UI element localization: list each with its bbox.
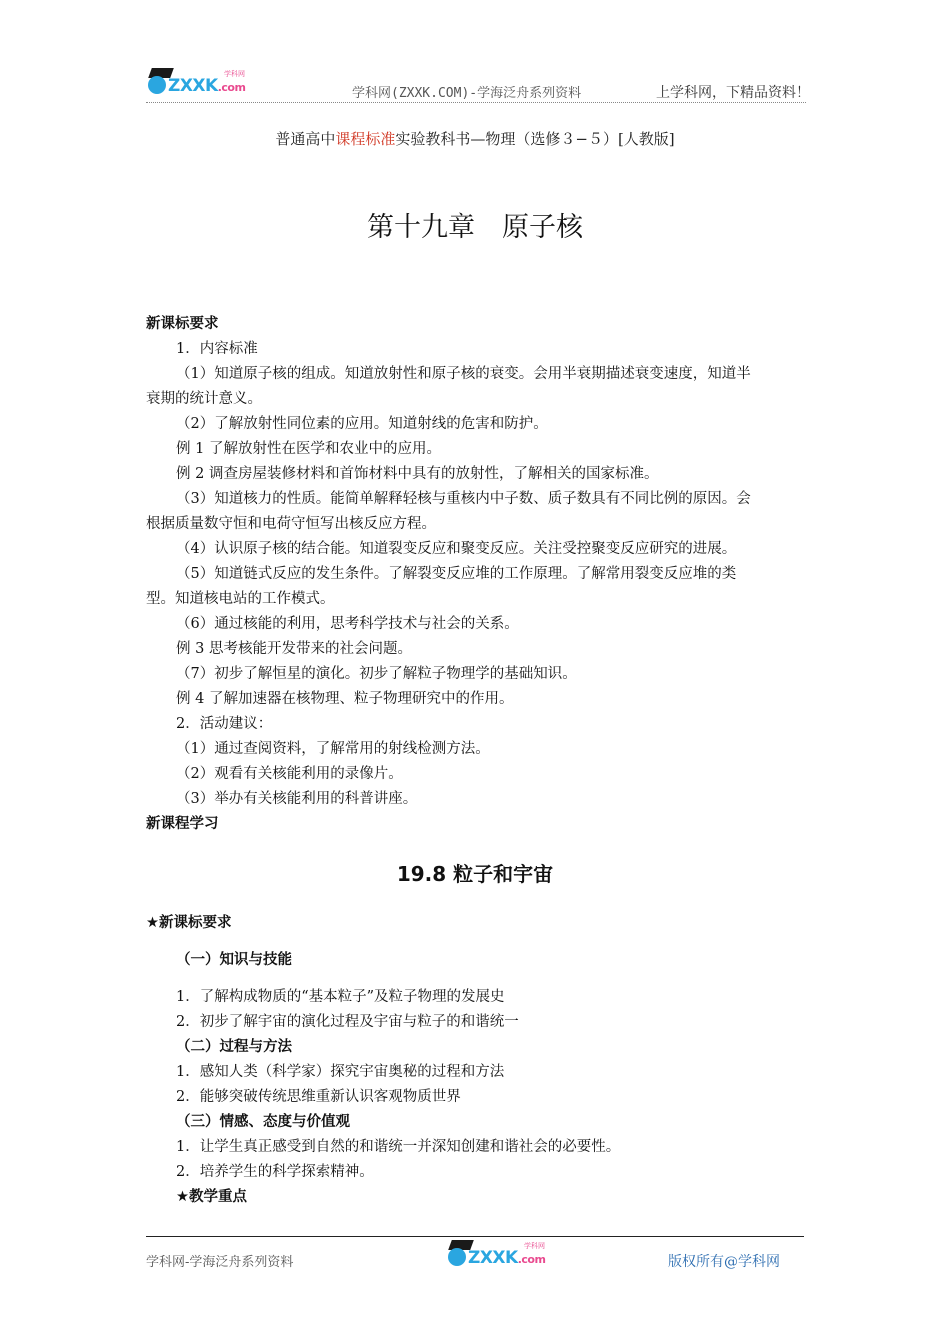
paragraph: 例 2 调查房屋装修材料和首饰材料中具有的放射性，了解相关的国家标准。 <box>176 466 659 482</box>
footer-zxxk-logo <box>446 1240 556 1272</box>
paragraph: （5）知道链式反应的发生条件。了解裂变反应堆的工作原理。了解常用裂变反应堆的类 <box>176 566 737 582</box>
paragraph: （1）知道原子核的组成。知道放射性和原子核的衰变。会用半衰期描述衰变速度，知道半 <box>176 366 751 382</box>
paragraph: （7）初步了解恒星的演化。初步了解粒子物理学的基础知识。 <box>176 666 577 682</box>
chapter-title: 第十九章 原子核 <box>367 212 583 243</box>
logo-suffix: .com <box>517 1253 546 1266</box>
paragraph: 型。知道核电站的工作模式。 <box>146 591 335 607</box>
list-item: 2．能够突破传统思维重新认识客观物质世界 <box>176 1089 461 1105</box>
book-subtitle: 普通高中课程标准实验教科书—物理（选修３−５）[人教版] <box>275 130 675 148</box>
logo-text: ZXXK <box>168 76 218 96</box>
footer-left-text: 学科网-学海泛舟系列资料 <box>146 1255 294 1270</box>
paragraph: （1）通过查阅资料，了解常用的射线检测方法。 <box>176 741 490 757</box>
footer-divider <box>146 1236 804 1237</box>
mascot-icon <box>448 1248 466 1266</box>
paragraph: 例 1 了解放射性在医学和农业中的应用。 <box>176 441 441 457</box>
mascot-icon <box>148 76 166 94</box>
header-divider <box>146 102 806 103</box>
section-title: 19.8 粒子和宇宙 <box>396 862 554 886</box>
heading-new-standard: 新课标要求 <box>146 316 219 332</box>
header-center-text: 学科网(ZXXK.COM)-学海泛舟系列资料 <box>352 86 582 101</box>
logo-tag: 学科网 <box>524 1242 545 1250</box>
list-item: 2．初步了解宇宙的演化过程及宇宙与粒子的和谐统一 <box>176 1014 519 1030</box>
list-item: 1．让学生真正感受到自然的和谐统一并深知创建和谐社会的必要性。 <box>176 1139 621 1155</box>
paragraph: 例 3 思考核能开发带来的社会问题。 <box>176 641 412 657</box>
paragraph: （6）通过核能的利用，思考科学技术与社会的关系。 <box>176 616 519 632</box>
paragraph: （2）观看有关核能利用的录像片。 <box>176 766 403 782</box>
paragraph: 根据质量数守恒和电荷守恒写出核反应方程。 <box>146 516 436 532</box>
list-item: 1．了解构成物质的“基本粒子”及粒子物理的发展史 <box>176 989 505 1005</box>
list-item: 2．培养学生的科学探索精神。 <box>176 1164 374 1180</box>
header-right-text: 上学科网，下精品资料！ <box>656 85 810 101</box>
paragraph: 2．活动建议： <box>176 716 273 732</box>
paragraph: （3）举办有关核能利用的科普讲座。 <box>176 791 418 807</box>
zxxk-logo <box>146 68 256 100</box>
heading-knowledge: （一）知识与技能 <box>176 952 292 968</box>
heading-values: （三）情感、态度与价值观 <box>176 1114 350 1130</box>
paragraph: 1．内容标准 <box>176 341 258 357</box>
heading-requirements: ★新课标要求 <box>146 915 232 931</box>
footer-copyright-link[interactable]: 版权所有@学科网 <box>668 1254 780 1270</box>
heading-process: （二）过程与方法 <box>176 1039 292 1055</box>
paragraph: 衰期的统计意义。 <box>146 391 262 407</box>
paragraph: （2）了解放射性同位素的应用。知道射线的危害和防护。 <box>176 416 548 432</box>
paragraph: （4）认识原子核的结合能。知道裂变反应和聚变反应。关注受控聚变反应研究的进展。 <box>176 541 737 557</box>
heading-teaching-focus: ★教学重点 <box>176 1189 247 1205</box>
list-item: 1．感知人类（科学家）探究宇宙奥秘的过程和方法 <box>176 1064 505 1080</box>
highlighted-text: 课程标准 <box>335 130 396 148</box>
logo-tag: 学科网 <box>224 70 245 78</box>
logo-suffix: .com <box>217 81 246 94</box>
paragraph: （3）知道核力的性质。能简单解释轻核与重核内中子数、质子数具有不同比例的原因。会 <box>176 491 751 507</box>
logo-text: ZXXK <box>468 1248 518 1268</box>
heading-new-course: 新课程学习 <box>146 816 219 832</box>
paragraph: 例 4 了解加速器在核物理、粒子物理研究中的作用。 <box>176 691 514 707</box>
